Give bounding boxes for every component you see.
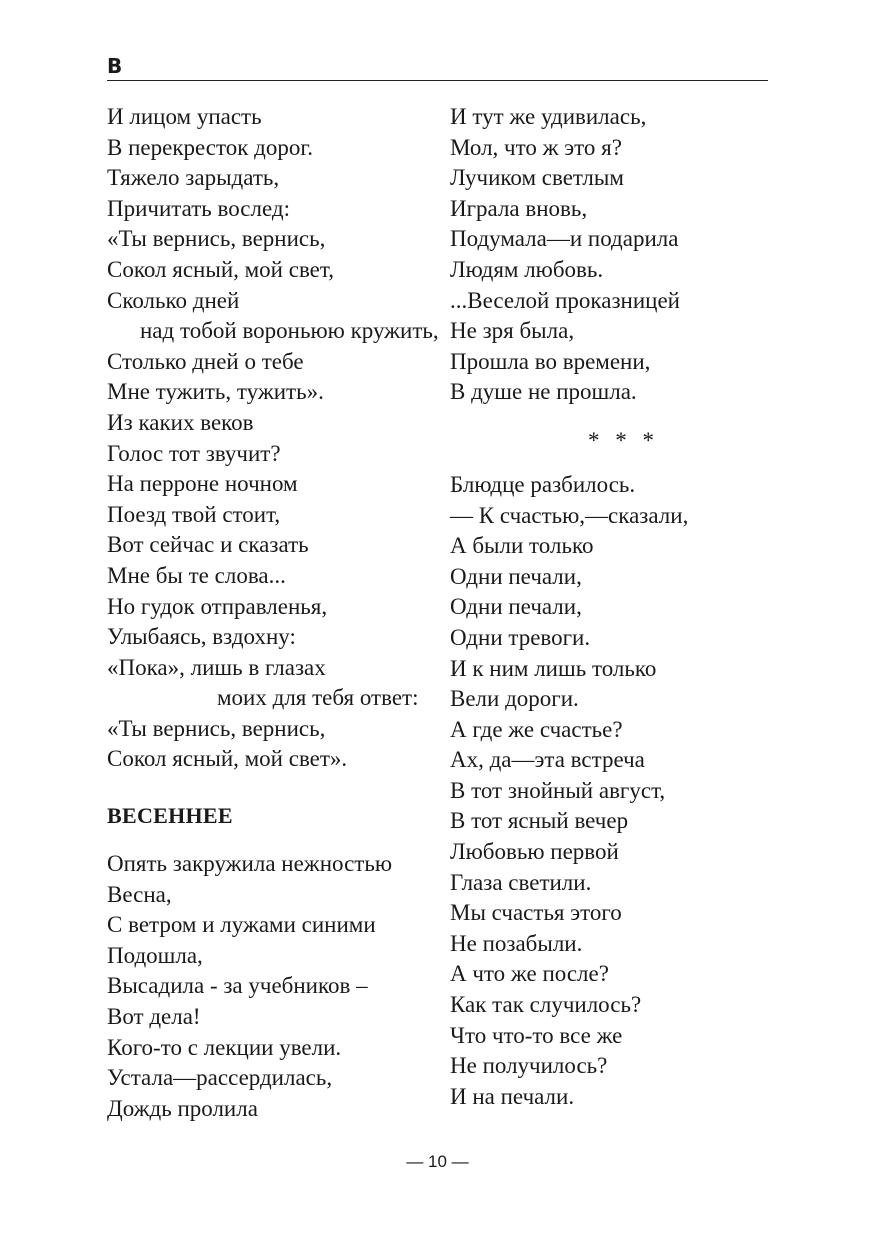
left-column	[107, 102, 437, 1124]
poem-vesennee-continued	[450, 102, 770, 408]
poem-vesennee	[107, 849, 437, 1124]
header-divider	[107, 80, 768, 81]
running-header-letter: В	[107, 54, 123, 78]
poem-line: А были только	[450, 533, 594, 559]
poem-line: Опять закружила нежностью	[107, 851, 393, 877]
right-column	[450, 102, 770, 1112]
poem-line: Вели дороги.	[450, 686, 579, 712]
poem-line: Мне бы те слова...	[107, 562, 286, 588]
poem-line: Не позабыли.	[450, 930, 583, 956]
poem-line: Ах, да—эта встреча	[450, 747, 645, 773]
poem-line: И к ним лишь только	[450, 655, 657, 681]
poem-line: Людям любовь.	[450, 256, 604, 282]
poem-line: Как так случилось?	[450, 992, 642, 1018]
poem-line: Сокол ясный, мой свет,	[107, 256, 334, 282]
poem-line: Сколько дней	[107, 287, 240, 313]
poem-line: С ветром и лужами синими	[107, 912, 376, 938]
poem-line: В тот знойный август,	[450, 777, 666, 803]
poem-line: Из каких веков	[107, 409, 254, 435]
poem-line: В тот ясный вечер	[450, 808, 629, 834]
poem-line: моих для тебя ответ:	[217, 685, 419, 711]
poem-line: Высадила - за учебников –	[107, 973, 368, 999]
poem-line: Но гудок отправленья,	[107, 593, 328, 619]
poem-line: На перроне ночном	[107, 471, 298, 497]
poem-line: В душе не прошла.	[450, 379, 637, 405]
poem-line: Подумала—и подарила	[450, 226, 679, 252]
poem-line: Одни тревоги.	[450, 624, 591, 650]
poem-line: Любовью первой	[450, 839, 619, 865]
poem-line: Мне тужить, тужить».	[107, 379, 324, 405]
poem-line: Причитать вослед:	[107, 195, 290, 221]
poem-line: Столько дней о тебе	[107, 348, 304, 374]
poem-title-vesennee: ВЕСЕННЕЕ	[107, 803, 233, 829]
poem-continuation	[107, 102, 437, 775]
poem-line: Дождь пролила	[107, 1095, 258, 1121]
poem-line: Вот сейчас и сказать	[107, 532, 309, 558]
poem-line: И лицом упасть	[107, 104, 262, 129]
poem-line: И тут же удивилась,	[450, 104, 647, 129]
poem-line: Поезд твой стоит,	[107, 501, 281, 527]
poem-line: Улыбаясь, вздохну:	[107, 624, 296, 650]
poem-separator: * * *	[588, 427, 659, 453]
poem-bludce	[450, 470, 770, 1112]
poem-line: над тобой вороньюю кружить,	[140, 318, 439, 344]
poem-line: Прошла во времени,	[450, 348, 651, 374]
poem-line: Мол, что ж это я?	[450, 134, 622, 160]
poem-line: Голос тот звучит?	[107, 440, 281, 466]
poem-line: А что же после?	[450, 961, 609, 987]
poem-line: Не зря была,	[450, 318, 575, 344]
poem-line: Тяжело зарыдать,	[107, 165, 280, 191]
poem-line: И на печали.	[450, 1083, 575, 1109]
poem-line: Не получилось?	[450, 1053, 608, 1079]
poem-line: Весна,	[107, 881, 172, 907]
poem-line: Одни печали,	[450, 594, 582, 620]
poem-line: «Ты вернись, вернись,	[107, 226, 326, 252]
poem-line: «Ты вернись, вернись,	[107, 715, 326, 741]
poem-line: Вот дела!	[107, 1004, 201, 1030]
poem-line: «Пока», лишь в глазах	[107, 654, 326, 680]
poem-line: Играла вновь,	[450, 195, 588, 221]
poem-line: Лучиком светлым	[450, 165, 624, 191]
poem-line: Мы счастья этого	[450, 900, 622, 926]
poem-line: Устала—рассердилась,	[107, 1065, 333, 1091]
poem-line: Подошла,	[107, 942, 203, 968]
poem-line: В перекресток дорог.	[107, 134, 313, 160]
poem-line: Глаза светили.	[450, 869, 592, 895]
poem-line: Сокол ясный, мой свет».	[107, 746, 348, 772]
poem-line: ...Веселой проказницей	[450, 287, 680, 313]
poem-line: Блюдце разбилось.	[450, 471, 636, 497]
poem-line: Кого-то с лекции увели.	[107, 1034, 342, 1060]
poem-line: Одни печали,	[450, 563, 582, 589]
poem-line: Что что-то все же	[450, 1022, 623, 1048]
page-number: — 10 —	[406, 1152, 469, 1171]
poem-line: — К счастью,—сказали,	[450, 502, 689, 528]
poem-line: А где же счастье?	[450, 716, 623, 742]
